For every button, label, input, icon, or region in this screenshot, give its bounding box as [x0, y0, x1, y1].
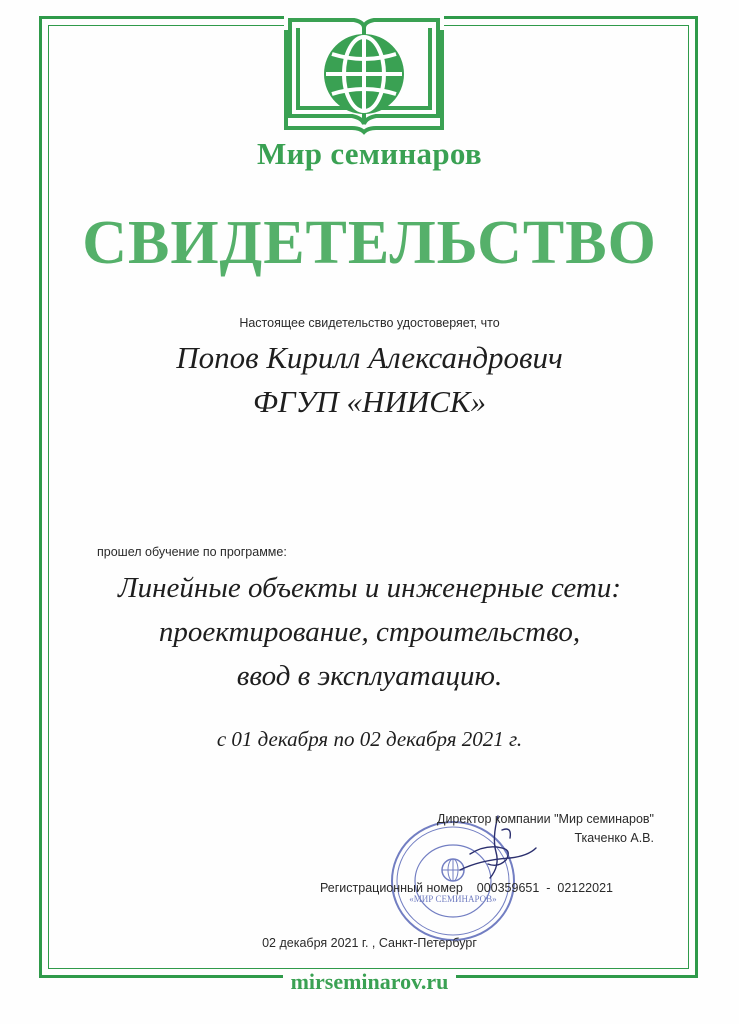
- course-dates: с 01 декабря по 02 декабря 2021 г.: [216, 727, 523, 751]
- brand-name: Мир семинаров: [257, 136, 482, 171]
- program-line: Линейные объекты и инженерные сети:: [117, 572, 622, 604]
- certificate-title: СВИДЕТЕЛЬСТВО: [82, 209, 657, 277]
- director-block: [437, 810, 654, 848]
- director-name: Ткаченко А.В.: [574, 831, 654, 845]
- recipient-name: Попов Кирилл Александрович: [176, 340, 563, 375]
- certifies-text: Настоящее свидетельство удостоверяет, что: [239, 316, 500, 330]
- program-line: проектирование, строительство,: [158, 616, 581, 648]
- place-date: 02 декабря 2021 г. , Санкт-Петербург: [262, 936, 477, 950]
- recipient-organization: ФГУП «НИИСК»: [253, 384, 486, 419]
- website-link: mirseminarov.ru: [283, 969, 457, 994]
- director-title: Директор компании "Мир семинаров": [436, 812, 654, 826]
- open-book-globe-icon: [284, 14, 444, 136]
- registration-number: Регистрационный номер 000359651 - 02122021: [320, 881, 613, 895]
- completed-label: прошел обучение по программе:: [97, 545, 287, 559]
- website-footer: [0, 969, 739, 995]
- program-line: ввод в эксплуатацию.: [236, 660, 503, 692]
- stamp-text: «МИР СЕМИНАРОВ»: [409, 894, 497, 904]
- program-title: [0, 566, 739, 698]
